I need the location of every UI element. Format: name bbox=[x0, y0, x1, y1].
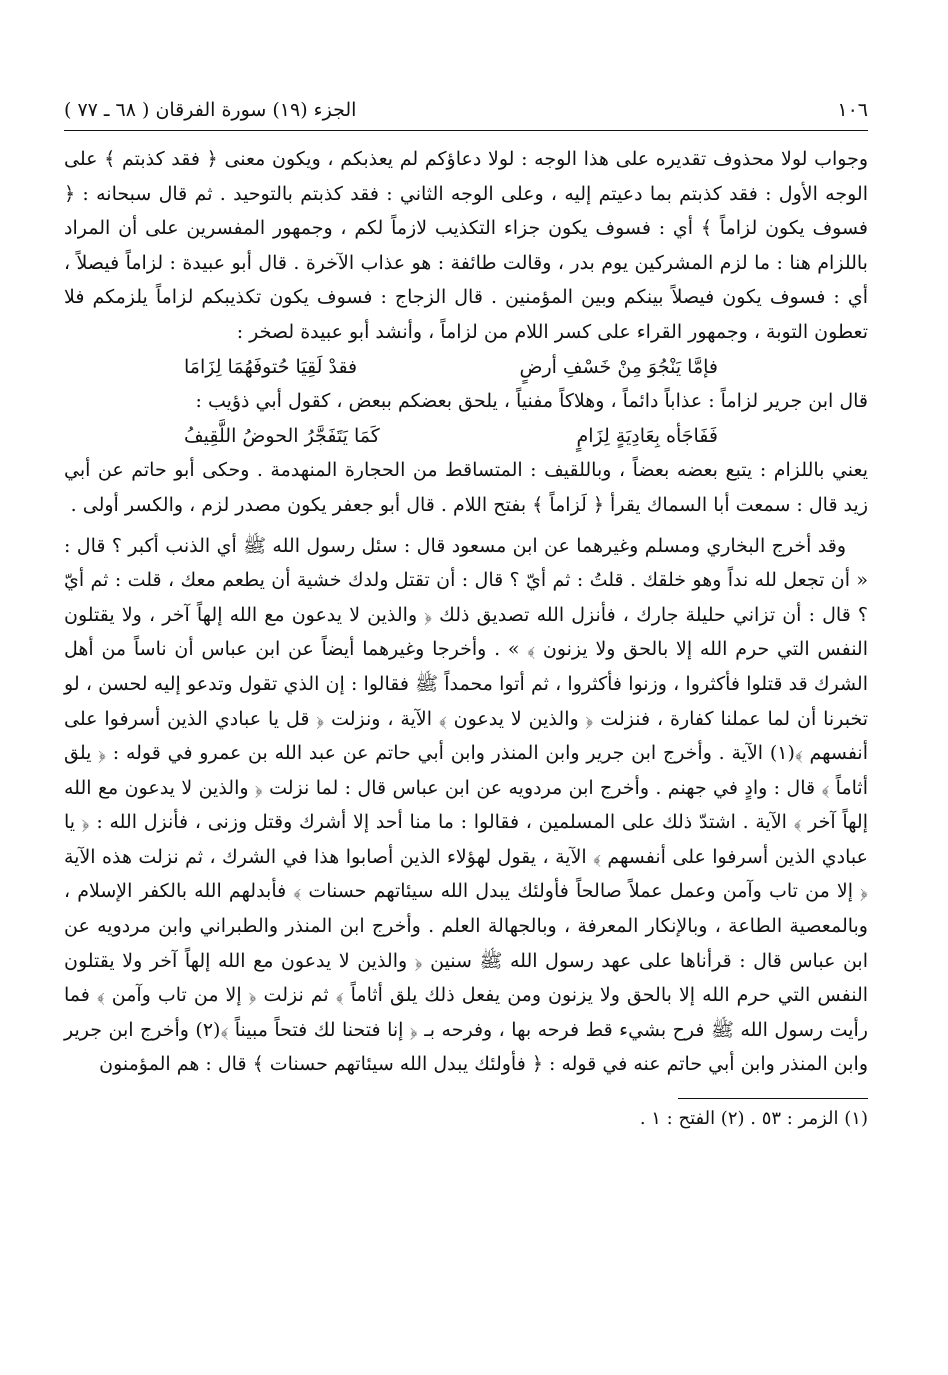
text-line: فما رأيت رسول الله ﷺ فرح بشيء قط فرحه بها ، وفرحه بـ ﴿ إنا فتحنا لك فتحاً مبيناً ﴾(٢) وأخرج ابن bbox=[64, 984, 868, 1041]
text-line: أيّ ؟ قال : أن تزاني حليلة جارك ، فأنزل الله تصديق ذلك ﴿ والذين لا يدعون مع الله إلهاً آخر ، ولا bbox=[64, 569, 869, 626]
text-line: على أنفسهم ﴾(١) الآية . وأخرج ابن جرير وابن المنذر وابن أبي حاتم عن عبد الله بن عمرو في قوله : ﴿ يلق bbox=[64, 707, 868, 765]
text-line: يكون لزاماً ﴾ أي : فسوف يكون جزاء التكذيب لازماً لكم ، وجمهور المفسرين على أن المراد باللزام هنا : bbox=[64, 217, 868, 274]
text-line: وقد أخرج البخاري ومسلم وغيرهما عن ابن مسعود قال : سئل رسول الله ﷺ أي الذنب أكبر ؟ قال : bbox=[64, 534, 846, 557]
verse-second-hemistich: كَمَا يَتَفَجَّرُ الحوضُ اللَّقِيفُ bbox=[184, 424, 380, 447]
poetry-verse-2 bbox=[64, 419, 868, 454]
paragraph-2: قال ابن جرير لزاماً : عذاباً دائماً ، وهلاكاً مفنياً ، يلحق بعضكم ببعض ، كقول أبي ذؤيب : bbox=[195, 390, 868, 413]
verse-second-hemistich: فقدْ لَقِيَا حُتوفَهُمَا لِزَامَا bbox=[184, 355, 358, 378]
text-line: ﴿ يا عبادي الذين أسرفوا على أنفسهم ﴾ الآية ، يقول لهؤلاء الذين أصابوا هذا في الشرك ، ثم نزلت هذه bbox=[64, 811, 868, 868]
text-line: أثاماً ﴾ قال : وادٍ في جهنم . وأخرج ابن مردويه عن ابن عباس قال : لما نزلت ﴿ والذين لا يدعون مع bbox=[97, 776, 868, 799]
text-line: زيد قال : سمعت أبا السماك يقرأ ﴿ لَزاماً ﴾ بفتح اللام . قال أبو جعفر يكون مصدر لزم ، والكسر أولى . bbox=[70, 493, 868, 516]
text-line: عن ابن عباس قال : قرأناها على عهد رسول الله ﷺ سنين ﴿ والذين لا يدعون مع الله إلهاً آخر ولا يقتلون bbox=[64, 915, 868, 972]
page-body bbox=[64, 142, 868, 1082]
text-line: أهل الشرك قد قتلوا فأكثروا ، وزنوا فأكثروا ، ثم أتوا محمداً ﷺ فقالوا : إن الذي تقول وتدعو إليه لحسن ، bbox=[64, 638, 869, 695]
text-line: جرير وابن المنذر وابن أبي حاتم عنه في قوله : ﴿ فأولئك يبدل الله سيئاتهم حسنات ﴾ قال : هم المؤمنون bbox=[64, 1018, 868, 1076]
text-line: يكون فيصلاً بينكم وبين المؤمنين . قال الزجاج : فسوف يكون تكذيبكم لزاماً يلزمكم فلا تعطون التوبة ، bbox=[64, 286, 868, 343]
paragraph-1 bbox=[64, 142, 868, 350]
text-line: « أن تجعل لله نداً وهو خلقك . قلتُ : ثم أيّ ؟ قال : أن تقتل ولدك خشية أن يطعم معك ، قلت : ثم bbox=[90, 569, 868, 592]
paragraph-4 bbox=[64, 529, 868, 1083]
text-line: وجواب لولا محذوف تقديره على هذا الوجه : لولا دعاؤكم لم يعذبكم ، ويكون معنى ﴿ فقد كذبتم ﴾ على bbox=[64, 148, 868, 170]
text-line: يقتلون النفس التي حرم الله إلا بالحق ولا يزنون ﴾ » . وأخرجا وغيرهما أيضاً عن ابن عباس أن ناساً من bbox=[64, 603, 868, 661]
text-line: الآية ﴿ إلا من تاب وآمن وعمل عملاً صالحاً فأولئك يبدل الله سيئاتهم حسنات ﴾ فأبدلهم الله بالكفر bbox=[64, 845, 868, 903]
page-header bbox=[64, 94, 868, 126]
footnotes: (١) الزمر : ٥٣ . (٢) الفتح : ١ . bbox=[639, 1108, 868, 1130]
paragraph-3 bbox=[64, 453, 868, 522]
verse-first-hemistich: فَفَاجَأه بِعَادِيَةٍ لِزَامٍ bbox=[576, 424, 718, 447]
page-number: ١٠٦ bbox=[837, 99, 868, 121]
footnote-divider bbox=[678, 1098, 868, 1099]
text-line: وجمهور القراء على كسر اللام من لزاماً ، وأنشد أبو عبيدة لصخر : bbox=[236, 320, 748, 343]
text-line: لو تخبرنا أن لما عملنا كفارة ، فنزلت ﴿ والذين لا يدعون ﴾ الآية ، ونزلت ﴿ قل يا عبادي الذين أسرفوا bbox=[64, 672, 868, 730]
text-line: الوجه الأول : فقد كذبتم بما دعيتم إليه ، وعلى الوجه الثاني : فقد كذبتم بالتوحيد . ثم قال سبحانه : ﴿ فسوف bbox=[64, 182, 868, 240]
poetry-verse-1 bbox=[64, 350, 868, 385]
text-line: النفس التي حرم الله إلا بالحق ولا يزنون ومن يفعل ذلك يلق أثاماً ﴾ ثم نزلت ﴿ إلا من تاب وآمن ﴾ bbox=[96, 984, 869, 1007]
verse-first-hemistich: فإمَّا يَنْجُوَ مِنْ خَسْفِ أرضٍ bbox=[519, 355, 718, 378]
text-line: الإسلام ، وبالمعصية الطاعة ، وبالإنكار المعرفة ، وبالجهالة العلم . وأخرج ابن المنذر والطبراني وابن مردويه bbox=[64, 880, 868, 938]
text-line: يعني باللزام : يتبع بعضه بعضاً ، وباللقيف : المتساقط من الحجارة المنهدمة . وحكى أبو حاتم عن أبي bbox=[64, 459, 868, 482]
running-title: الجزء (١٩) سورة الفرقان ( ٦٨ ـ ٧٧ ) bbox=[64, 99, 357, 121]
text-line: الله إلهاً آخر ﴾ الآية . اشتدّ ذلك على المسلمين ، فقالوا : ما منا أحد إلا أشرك وقتل وزنى ، فأنزل الله : bbox=[64, 776, 868, 834]
text-line: ما لزم المشركين يوم بدر ، وقالت طائفة : هو عذاب الآخرة . قال أبو عبيدة : لزاماً فيصلاً ، أي : فسوف bbox=[64, 251, 869, 309]
header-divider bbox=[64, 130, 868, 131]
